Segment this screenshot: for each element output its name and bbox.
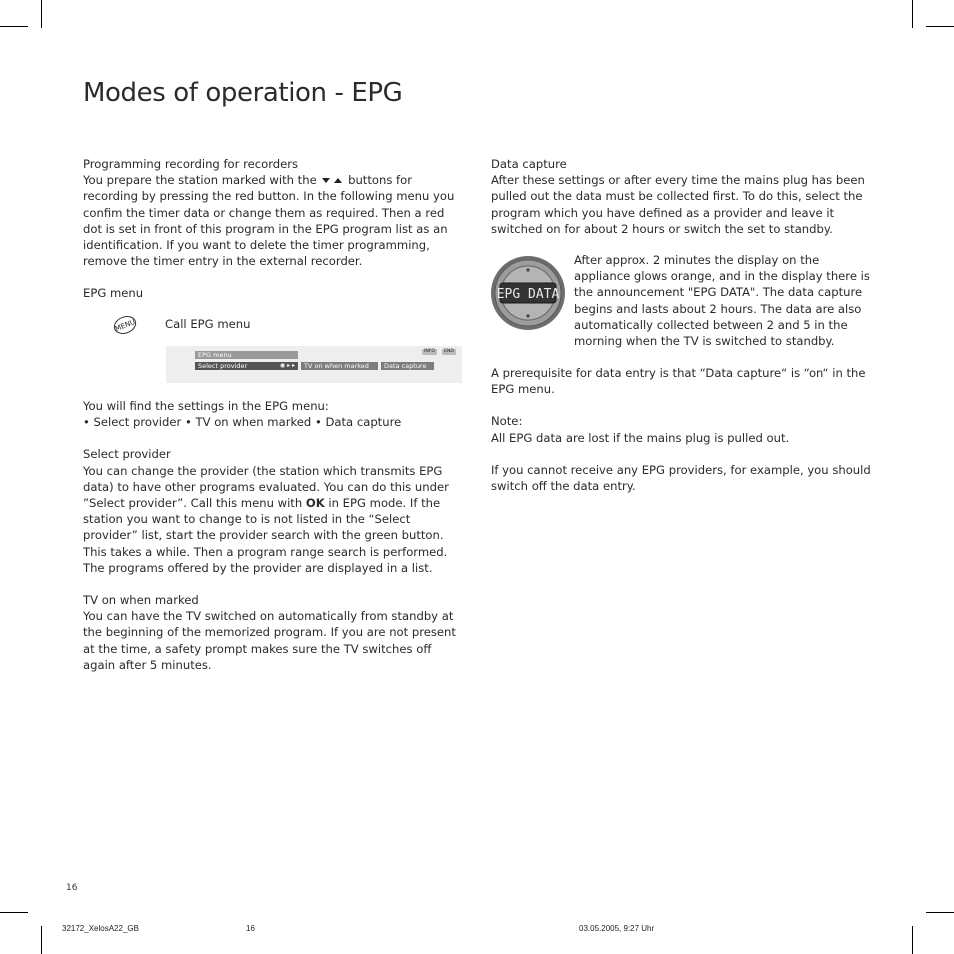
page-title: Modes of operation - EPG	[83, 78, 403, 108]
end-key[interactable]: END	[442, 349, 456, 355]
programming-text-c: by pressing the red button. In the following menu you confim the timer data or change them as required. Then a red dot is set in front of this program in the EPG program list as an identification. If you want to delete the timer programming, remove the timer entry in the external recorder.	[83, 189, 455, 269]
menu-item-select-provider[interactable]	[195, 362, 298, 370]
programming-text-a: You prepare the station marked with the	[83, 173, 317, 188]
epg-menu-heading: EPG menu	[83, 286, 144, 301]
select-provider-text-a: You can change the provider (the station which transmits EPG data) to have other programs evaluated. You can do this under ”Select provider”. Call this menu with	[83, 463, 449, 511]
crop-mark	[912, 0, 913, 28]
crop-mark	[41, 926, 42, 954]
settings-list: • Select provider • TV on when marked • Data capture	[83, 415, 402, 430]
page-number: 16	[66, 883, 78, 893]
epg-menu-title-bar: EPG menu	[195, 351, 298, 359]
menu-icon-label: MENU	[114, 317, 137, 334]
menu-item-data-capture[interactable]: Data capture	[381, 362, 434, 370]
note-text: All EPG data are lost if the mains plug is pulled out.	[491, 430, 790, 445]
arrow-up-icon	[334, 178, 342, 183]
arrow-down-icon	[322, 178, 330, 183]
left-column-top	[83, 156, 463, 302]
display-knob-icon	[490, 255, 566, 331]
footer-file: 32172_XelosA22_GB	[62, 924, 139, 933]
crop-mark	[0, 26, 28, 27]
crop-mark	[926, 912, 954, 913]
call-epg-menu-label: Call EPG menu	[165, 317, 251, 331]
display-label: EPG DATA	[496, 287, 560, 302]
select-provider-heading: Select provider	[83, 447, 171, 462]
no-provider-text: If you cannot receive any EPG providers, for example, you should switch off the data entry.	[491, 462, 871, 494]
info-key[interactable]: INFO	[422, 349, 437, 355]
menu-button-icon	[112, 313, 138, 337]
ok-arrows-icon: ◉ ▸ ▸	[279, 362, 295, 369]
crop-mark	[41, 0, 42, 28]
select-provider-text-b: in EPG mode. If the station you want to change to is not listed in the “Select provider” list, start the provider search with the green button. This takes a while. Then a program range search is performed. The programs offered by the provider are displayed in a list.	[83, 496, 448, 575]
programming-text	[83, 172, 463, 269]
display-text: After approx. 2 minutes the display on the appliance glows orange, and in the display there is the announcement "EPG DATA". The data capture begins and lasts about 2 hours. The data are also automatically collected between 2 and 5 in the morning when the TV is switched to standby.	[574, 253, 870, 349]
menu-item-tv-on-when-marked[interactable]: TV on when marked	[301, 362, 378, 370]
programming-text-b: buttons for recording	[83, 173, 413, 204]
tv-on-heading: TV on when marked	[83, 593, 199, 608]
right-column-top	[491, 156, 871, 237]
select-provider-text	[83, 463, 463, 576]
footer-page: 16	[246, 924, 255, 933]
display-text-block	[574, 252, 874, 349]
tv-on-text: You can have the TV switched on automatically from standby at the beginning of the memorized program. If you are not present at the time, a safety prompt makes sure the TV switches off again after 5 minutes.	[83, 609, 456, 672]
left-column-bottom	[83, 398, 463, 673]
menu-item-label: Select provider	[198, 362, 248, 370]
crop-mark	[912, 926, 913, 954]
crop-mark	[926, 26, 954, 27]
settings-intro: You will find the settings in the EPG menu:	[83, 399, 329, 413]
prerequisite-text: A prerequisite for data entry is that “Data capture“ is “on“ in the EPG menu.	[491, 366, 866, 397]
data-capture-heading: Data capture	[491, 157, 567, 171]
right-column-bottom	[491, 365, 871, 494]
crop-mark	[0, 912, 28, 913]
footer-date: 03.05.2005, 9:27 Uhr	[579, 924, 655, 933]
ok-key-label: OK	[305, 496, 325, 511]
programming-heading: Programming recording for recorders	[83, 157, 299, 171]
epg-menu-screen	[166, 346, 462, 383]
note-heading: Note:	[491, 414, 523, 429]
data-capture-text: After these settings or after every time the mains plug has been pulled out the data must be collected first. To do this, select the program which you have defined as a provider and leave it switched on for about 2 hours or switch the set to standby.	[491, 173, 865, 236]
